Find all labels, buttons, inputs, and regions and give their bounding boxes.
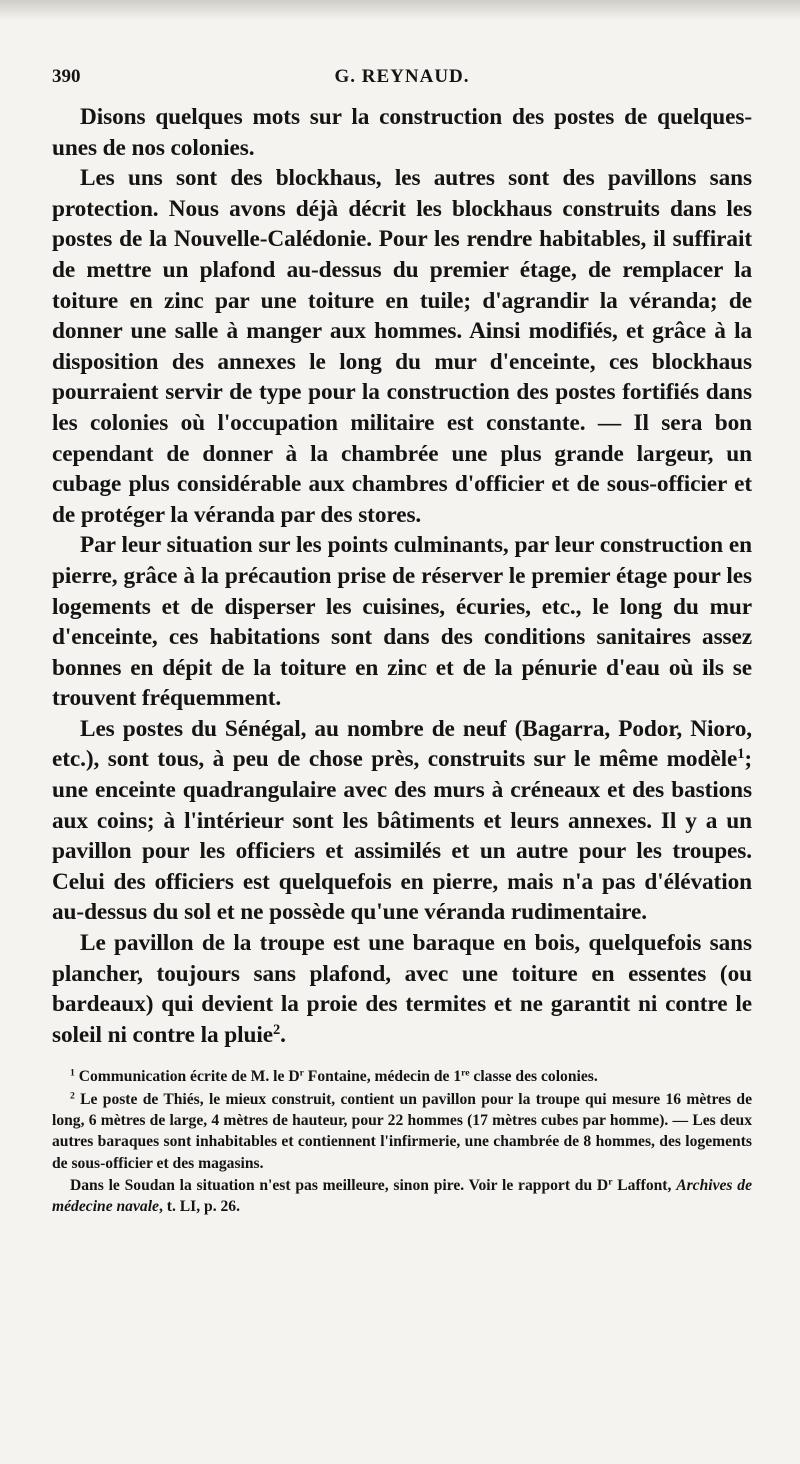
footnote-ref-2: 2 bbox=[272, 1021, 281, 1038]
footnote-ref-1: 1 bbox=[737, 746, 745, 763]
footnote-1-text-a: Communication écrite de M. le D bbox=[78, 1068, 300, 1086]
running-title: G. REYNAUD. bbox=[334, 66, 470, 87]
footnote-3-text-c: , t. LI, p. 26. bbox=[158, 1198, 240, 1216]
footnote-1 bbox=[52, 1066, 752, 1087]
footnote-2 bbox=[52, 1089, 752, 1174]
footnote-1-sup-b: re bbox=[461, 1068, 470, 1080]
footnote-1-sup-a: r bbox=[299, 1068, 304, 1080]
page-number: 390 bbox=[52, 66, 81, 87]
paragraph-5-text-a: Le pavillon de la troupe est une baraque en bois, quelquefois sans plancher, toujours sans plafond, avec une toiture en essentes (ou bardeaux) qui devient la proie des termites et ne garantit ni contre le soleil ni contre la pluie bbox=[52, 930, 752, 1048]
paragraph-2: Les uns sont des blockhaus, les autres sont des pavillons sans protection. Nous avons déjà décrit les blockhaus construits dans les postes de la Nouvelle-Calédonie. Pour les rendre habitables, il suffirait de mettre un plafond au-dessus du premier étage, de remplacer la toiture en zinc par une toiture en tuile; d'agrandir la véranda; de donner une salle à manger aux hommes. Ainsi modifiés, et grâce à la disposition des annexes le long du mur d'enceinte, ces blockhaus pourraient servir de type pour la construction des postes fortifiés dans les colonies où l'occupation militaire est constante. — Il sera bon cependant de donner à la chambrée une plus grande largeur, un cubage plus considérable aux chambres d'officier et de sous-officier et de protéger la véranda par des stores. bbox=[52, 165, 752, 528]
page-top-edge bbox=[0, 0, 800, 20]
running-head bbox=[52, 66, 752, 102]
book-page bbox=[52, 66, 752, 1218]
paragraph-4-text-b: ; une enceinte quadrangulaire avec des murs à créneaux et des bastions aux coins; à l'intérieur sont les bâtiments et leurs annexes. Il y a un pavillon pour les officiers et assimilés et un autre pour les troupes. Celui des officiers est quelquefois en pierre, mais n'a pas d'élévation au-dessus du sol et ne possède qu'une véranda rudimentaire. bbox=[52, 746, 752, 926]
paragraph-4-text-a: Les postes du Sénégal, au nombre de neuf (Bagarra, Podor, Nioro, etc.), sont tous, à peu de chose près, construits sur le même modèle bbox=[52, 715, 752, 773]
footnote-3-text-b: Laffont, bbox=[612, 1176, 677, 1194]
footnote-2-mark: 2 bbox=[70, 1090, 75, 1102]
footnote-2-text: Le poste de Thiés, le mieux construit, contient un pavillon pour la troupe qui mesure 16 mètres de long, 6 mètres de large, 4 mètres de hauteur, pour 22 hommes (17 mètres cubes par homme). — Les deux autres baraques sont inhabitables et contiennent l'infirmerie, une chambrée de 8 hommes, des logements de sous-officier et des magasins. bbox=[52, 1090, 752, 1172]
paragraph-1: Disons quelques mots sur la construction des postes de quelques-unes de nos colonies. bbox=[52, 104, 752, 161]
footnotes bbox=[52, 1066, 752, 1217]
footnote-3-sup-a: r bbox=[608, 1176, 613, 1188]
footnote-1-mark: 1 bbox=[70, 1068, 75, 1080]
footnote-3-text-a: Dans le Soudan la situation n'est pas meilleure, sinon pire. Voir le rapport du D bbox=[70, 1176, 609, 1194]
body-text bbox=[52, 102, 752, 1050]
footnote-1-text-c: classe des colonies. bbox=[469, 1068, 598, 1086]
paragraph-5 bbox=[52, 928, 752, 1050]
footnote-1-text-b: Fontaine, médecin de 1 bbox=[303, 1068, 462, 1086]
footnote-2-continuation bbox=[52, 1175, 752, 1218]
paragraph-3: Par leur situation sur les points culminants, par leur construction en pierre, grâce à la précaution prise de réserver le premier étage pour les logements et de disperser les cuisines, écuries, etc., le long du mur d'enceinte, ces habitations sont dans des conditions sanitaires assez bonnes en dépit de la toiture en zinc et de la pénurie d'eau où ils se trouvent fréquemment. bbox=[52, 532, 752, 712]
paragraph-4 bbox=[52, 714, 752, 928]
footnote-3-journal-title: Archives de médecine navale bbox=[52, 1176, 752, 1216]
paragraph-5-text-b: . bbox=[280, 1021, 286, 1048]
